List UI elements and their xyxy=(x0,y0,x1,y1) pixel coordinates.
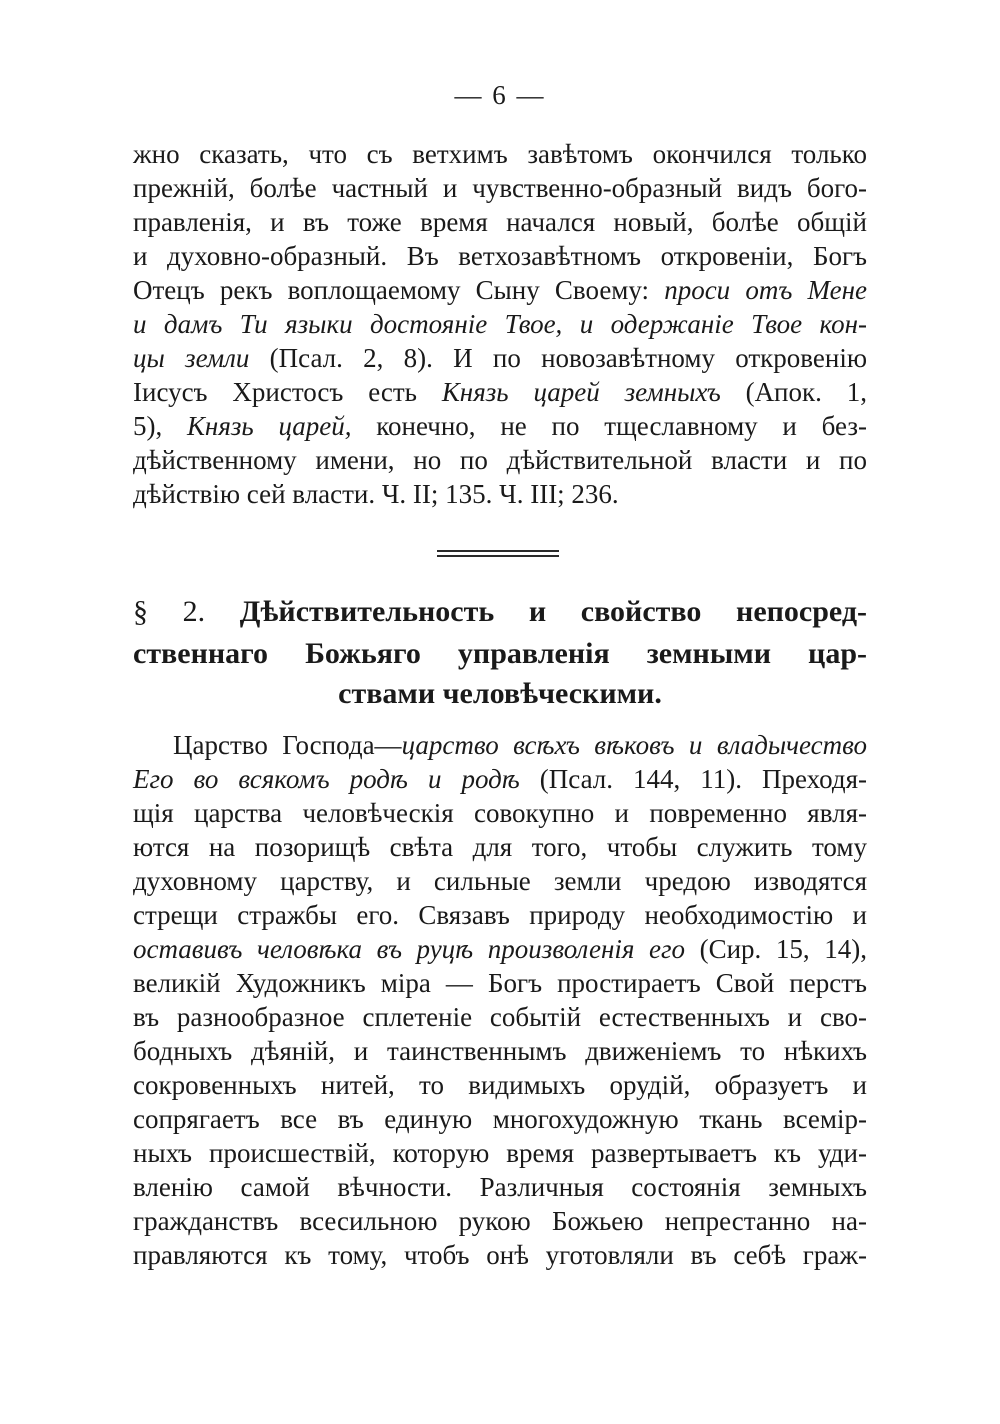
text-line: сокровенныхъ нитей, то видимыхъ орудій, образуетъ и xyxy=(133,1070,867,1100)
heading-line xyxy=(133,591,867,633)
text-line xyxy=(133,932,867,966)
italic-quote-line: и дамъ Ти языки достояніе Твое, и одержаніе Твое кон- xyxy=(133,309,867,339)
text-line: въ разнообразное сплетеніе событій естественныхъ и сво- xyxy=(133,1002,867,1032)
text-line xyxy=(133,409,867,443)
text-line xyxy=(133,341,867,375)
text-run: конечно, не по тщеславному и без- xyxy=(351,411,867,441)
text-run: (Псал. 144, 11). Преходя- xyxy=(519,764,867,794)
text-run: Царство Господа— xyxy=(173,730,402,760)
text-line: дѣйственному имени, но по дѣйствительной власти и по xyxy=(133,445,867,475)
italic-quote: Его во всякомъ родѣ и родѣ xyxy=(133,764,520,794)
text-line xyxy=(133,273,867,307)
italic-quote: царство всѣхъ вѣковъ и владычество xyxy=(401,730,867,760)
text-line: правленія, и въ тоже время начался новый, болѣе общій xyxy=(133,207,867,237)
text-run: (Псал. 2, 8). И по новозавѣтному откровенію xyxy=(249,343,867,373)
text-line: прежній, болѣе частный и чувственно-образный видъ бого- xyxy=(133,173,867,203)
text-line: правляются къ тому, чтобъ онѣ уготовляли въ себѣ граж- xyxy=(133,1240,867,1270)
section-symbol: § 2. xyxy=(133,595,206,628)
heading-line: ственнаго Божьяго управленія земными цар- xyxy=(133,637,867,670)
text-line: вленію самой вѣчности. Различныя состоянія земныхъ xyxy=(133,1172,867,1202)
divider-rule xyxy=(437,550,559,552)
text-line: великій Художникъ міра — Богъ простираетъ Свой перстъ xyxy=(133,968,867,998)
section-divider xyxy=(437,550,559,558)
text-line: стрещи стражбы его. Связавъ природу необходимостію и xyxy=(133,900,867,930)
italic-quote: оставивъ человѣка въ руцѣ произволенія его xyxy=(133,934,686,964)
text-line: сопрягаетъ все въ единую многохудожную ткань всемір- xyxy=(133,1104,867,1134)
text-line: ются на позорищѣ свѣта для того, чтобы служить тому xyxy=(133,832,867,862)
italic-quote: цы земли xyxy=(133,343,250,373)
text-line: бодныхъ дѣяній, и таинственнымъ движеніемъ то нѣкихъ xyxy=(133,1036,867,1066)
text-run: Іисусъ Христосъ есть xyxy=(133,377,442,407)
text-run: 5), xyxy=(133,411,187,441)
text-run: (Апок. 1, xyxy=(720,377,867,407)
text-line xyxy=(133,762,867,796)
text-run: Отецъ рекъ воплощаемому Сыну Своему: xyxy=(133,275,665,305)
divider-rule xyxy=(437,555,559,557)
text-run: (Сир. 15, 14), xyxy=(685,934,867,964)
text-line: и духовно-образный. Въ ветхозавѣтномъ откровеніи, Богъ xyxy=(133,241,867,271)
text-line: жно сказать, что съ ветхимъ завѣтомъ окончился только xyxy=(133,139,867,169)
italic-quote: проси отъ Мене xyxy=(664,275,868,305)
heading-text: Дѣйствительность и свойство непосред- xyxy=(239,595,867,628)
italic-quote: Князь царей земныхъ xyxy=(441,377,721,407)
page-number: — 6 — xyxy=(454,80,546,110)
text-line: ныхъ происшествій, которую время развертываетъ къ уди- xyxy=(133,1138,867,1168)
text-line: дѣйствію сей власти. Ч. II; 135. Ч. III; 236. xyxy=(133,479,619,509)
italic-quote: Князь царей, xyxy=(187,411,352,441)
text-line xyxy=(173,728,867,762)
text-line: гражданствъ всесильною рукою Божьею непрестанно на- xyxy=(133,1206,867,1236)
text-line: духовному царству, и сильные земли чредою изводятся xyxy=(133,866,867,896)
text-line: щія царства человѣческія совокупно и повременно явля- xyxy=(133,798,867,828)
text-line xyxy=(133,375,867,409)
heading-line: ствами человѣческими. xyxy=(338,677,662,710)
